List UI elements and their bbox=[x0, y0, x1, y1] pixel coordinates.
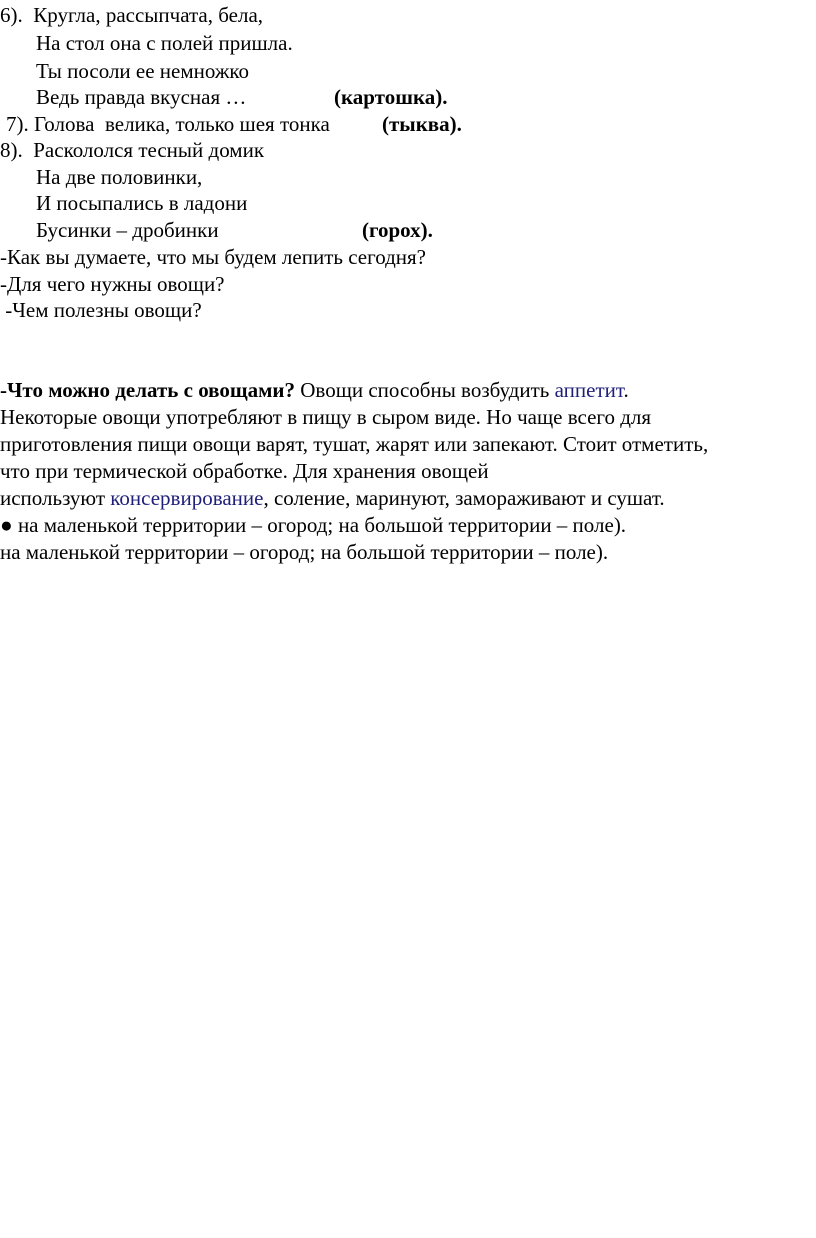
question-3: -Чем полезны овощи? bbox=[0, 298, 202, 322]
riddle-8-answer: (горох). bbox=[362, 218, 433, 242]
bullet-text: на маленькой территории – огород; на большой территории – поле). bbox=[12, 513, 627, 537]
riddle-6-line-1 bbox=[0, 2, 263, 28]
riddle-8-line-2: На две половинки, bbox=[36, 165, 203, 189]
paragraph-line-5 bbox=[0, 485, 665, 511]
riddle-7-answer: (тыква). bbox=[382, 112, 462, 136]
riddle-7-text: 7). Голова велика, только шея тонка bbox=[6, 112, 330, 136]
riddle-8-line-1 bbox=[0, 137, 264, 163]
paragraph-text-1b: . bbox=[623, 378, 629, 402]
riddle-6-line-3: Ты посоли ее немножко bbox=[36, 59, 250, 83]
riddle-8-number: 8). bbox=[0, 138, 23, 162]
paragraph-text-5a: используют bbox=[0, 486, 111, 510]
paragraph-line-1 bbox=[0, 377, 629, 403]
riddle-6-number: 6). bbox=[0, 3, 23, 27]
riddle-6-answer: (картошка). bbox=[334, 85, 448, 109]
paragraph-heading: -Что можно делать с овощами? bbox=[0, 378, 296, 402]
appetite-link[interactable]: аппетит bbox=[554, 378, 624, 402]
paragraph-line-2: Некоторые овощи употребляют в пищу в сыром виде. Но чаще всего для bbox=[0, 405, 652, 429]
bullet-icon: ● bbox=[0, 513, 13, 537]
riddle-6-line-4: Ведь правда вкусная … bbox=[36, 85, 247, 109]
riddle-8-text-1: Раскололся тесный домик bbox=[33, 138, 265, 162]
paragraph-line-4: что при термической обработке. Для хранения овощей bbox=[0, 459, 489, 483]
riddle-6-line-2: На стол она с полей пришла. bbox=[36, 31, 293, 55]
riddle-6-text-1: Кругла, рассыпчата, бела, bbox=[33, 3, 264, 27]
question-2: -Для чего нужны овощи? bbox=[0, 272, 225, 296]
paragraph-text-5b: , соление, маринуют, замораживают и сушат. bbox=[263, 486, 665, 510]
question-1: -Как вы думаете, что мы будем лепить сегодня? bbox=[0, 245, 426, 269]
paragraph-text-1a: Овощи способны возбудить bbox=[295, 378, 555, 402]
last-line: на маленькой территории – огород; на большой территории – поле). bbox=[0, 540, 609, 564]
bullet-line bbox=[0, 512, 626, 538]
riddle-8-line-3: И посыпались в ладони bbox=[36, 191, 248, 215]
riddle-8-line-4: Бусинки – дробинки bbox=[36, 218, 219, 242]
preservation-link[interactable]: консервирование bbox=[110, 486, 264, 510]
paragraph-line-3: приготовления пищи овощи варят, тушат, жарят или запекают. Стоит отметить, bbox=[0, 432, 709, 456]
